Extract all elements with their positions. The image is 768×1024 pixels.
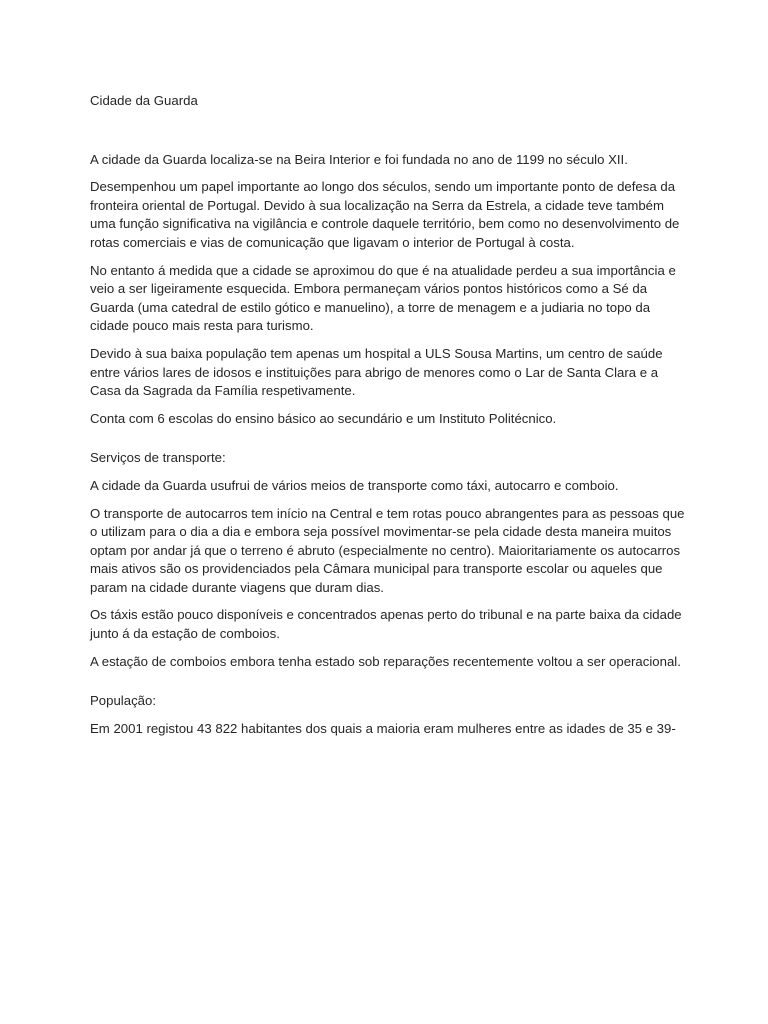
intro-paragraph-2: Desempenhou um papel importante ao longo dos séculos, sendo um importante ponto de defesa da fronteira oriental de Portugal. Devido à sua localização na Serra da Estrela, a cidade teve também uma função significativa na vigilância e controle daquele território, bem como no desenvolvimento de rotas comerciais e vias de comunicação que ligavam o interior de Portugal à costa.: [90, 179, 680, 250]
intro-paragraph-3: No entanto á medida que a cidade se aproximou do que é na atualidade perdeu a sua importância e veio a ser ligeiramente esquecida. Embora permaneçam vários pontos históricos como a Sé da Guarda (uma catedral de estilo gótico e manuelino), a torre de menagem e a judiaria no topo da cidade pouco mais resta para turismo.: [90, 262, 676, 334]
intro-paragraph-4: Devido à sua baixa população tem apenas um hospital a ULS Sousa Martins, um centro de saúde entre vários lares de idosos e instituições para abrigo de menores como o Lar de Santa Clara e a Casa da Sagrada da Família respetivamente.: [90, 345, 663, 399]
transport-heading: Serviços de transporte:: [90, 450, 226, 466]
intro-paragraph-1: A cidade da Guarda localiza-se na Beira Interior e foi fundada no ano de 1199 no século XII.: [90, 151, 628, 167]
document-title: Cidade da Guarda: [90, 93, 198, 108]
population-paragraph-1: Em 2001 registou 43 822 habitantes dos quais a maioria eram mulheres entre as idades de 35 e 39-: [90, 720, 676, 736]
document-body: [90, 92, 690, 747]
population-heading: População:: [90, 693, 156, 709]
intro-paragraph-5: Conta com 6 escolas do ensino básico ao secundário e um Instituto Politécnico.: [90, 410, 557, 426]
transport-paragraph-1: A cidade da Guarda usufrui de vários meios de transporte como táxi, autocarro e comboio.: [90, 477, 619, 493]
transport-paragraph-4: A estação de comboios embora tenha estado sob reparações recentemente voltou a ser operacional.: [90, 653, 681, 669]
transport-paragraph-3: Os táxis estão pouco disponíveis e concentrados apenas perto do tribunal e na parte baixa da cidade junto á da estação de comboios.: [90, 607, 682, 642]
transport-paragraph-2: O transporte de autocarros tem início na Central e tem rotas pouco abrangentes para as pessoas que o utilizam para o dia a dia e embora seja possível movimentar-se pela cidade desta maneira muitos optam por andar já que o terreno é abruto (especialmente no centro). Maioritariamente os autocarros mais ativos são os providenciados pela Câmara municipal para transporte escolar ou aqueles que param na cidade durante viagens que duram dias.: [90, 505, 685, 595]
